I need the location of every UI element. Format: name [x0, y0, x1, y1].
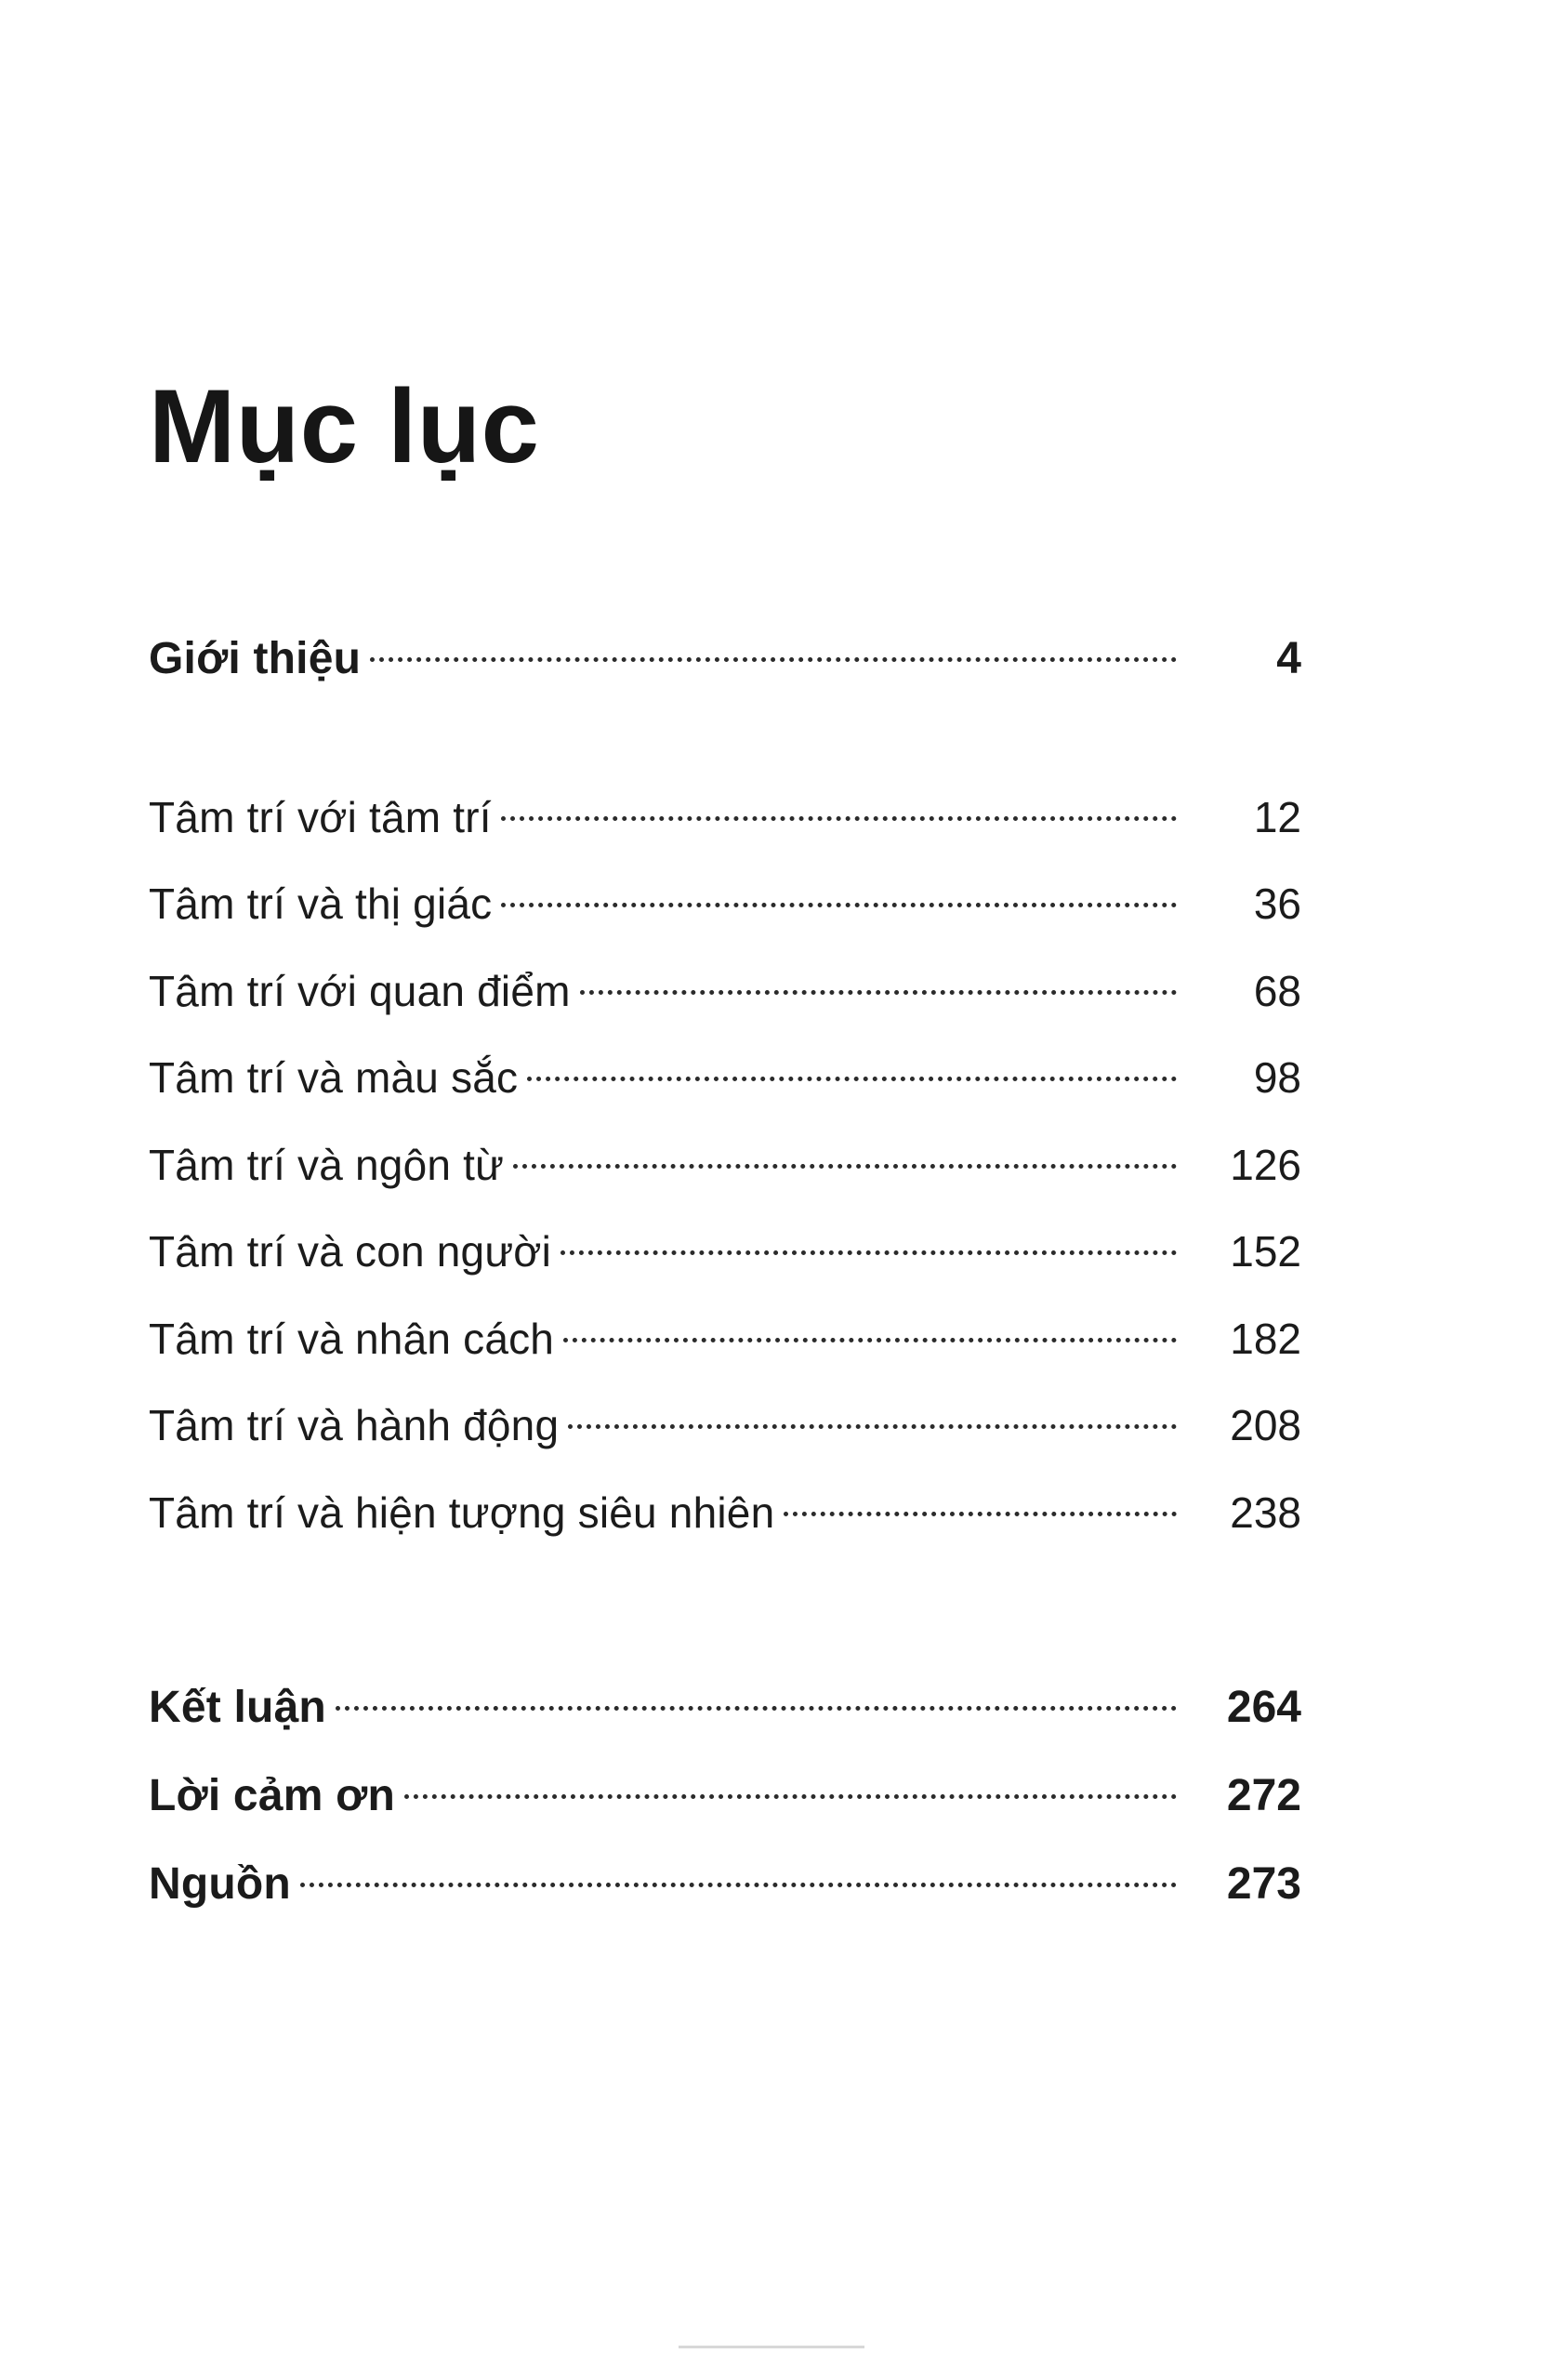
toc-entry-tam-tri-va-mau-sac[interactable]	[149, 1050, 1301, 1105]
toc-entry-tam-tri-va-thi-giac[interactable]	[149, 876, 1301, 932]
toc-entry-label: Tâm trí và ngôn từ	[149, 1140, 505, 1189]
toc-leader-dots	[336, 1679, 1177, 1722]
toc-leader-dots	[501, 789, 1177, 832]
toc-entry-label: Tâm trí và màu sắc	[149, 1053, 519, 1103]
toc-entry-nguon[interactable]	[149, 1856, 1301, 1912]
toc-entry-page: 182	[1230, 1314, 1301, 1363]
toc-entry-label: Tâm trí với quan điểm	[149, 966, 571, 1015]
toc-entry-page: 4	[1276, 633, 1301, 683]
toc-leader-dots	[370, 630, 1177, 673]
toc-entry-page: 68	[1253, 966, 1301, 1015]
toc-entry-label: Tâm trí với tâm trí	[149, 792, 492, 841]
toc-entry-tam-tri-va-con-nguoi[interactable]	[149, 1223, 1301, 1279]
toc-leader-dots	[300, 1856, 1177, 1898]
toc-entry-page: 272	[1226, 1771, 1301, 1821]
toc-leader-dots	[404, 1767, 1177, 1810]
toc-entry-label: Nguồn	[149, 1859, 291, 1910]
toc-entry-tam-tri-va-nhan-cach[interactable]	[149, 1311, 1301, 1367]
toc-group-intro	[149, 630, 1311, 687]
toc-leader-dots	[560, 1223, 1177, 1266]
toc-entry-tam-tri-va-ngon-tu[interactable]	[149, 1137, 1301, 1193]
toc-entry-page: 208	[1230, 1401, 1301, 1450]
toc-entry-label: Lời cảm ơn	[149, 1771, 395, 1821]
toc-entry-ket-luan[interactable]	[149, 1679, 1301, 1736]
toc-content	[149, 0, 1311, 1912]
toc-entry-page: 273	[1226, 1859, 1301, 1910]
toc-entry-page: 126	[1230, 1140, 1301, 1189]
toc-entry-page: 36	[1253, 879, 1301, 929]
toc-leader-dots	[501, 876, 1177, 919]
toc-entry-label: Tâm trí và hiện tượng siêu nhiên	[149, 1488, 775, 1537]
toc-entry-page: 98	[1253, 1053, 1301, 1103]
toc-entry-tam-tri-va-hanh-dong[interactable]	[149, 1397, 1301, 1453]
toc-entry-label: Tâm trí và hành động	[149, 1401, 560, 1450]
footer-divider	[679, 2346, 864, 2348]
toc-leader-dots	[784, 1485, 1177, 1527]
toc-entry-label: Tâm trí và nhân cách	[149, 1314, 555, 1363]
toc-entry-page: 238	[1230, 1488, 1301, 1537]
toc-leader-dots	[568, 1397, 1177, 1440]
toc-entry-page: 12	[1253, 792, 1301, 841]
toc-entry-label: Kết luận	[149, 1683, 326, 1733]
toc-entry-page: 152	[1230, 1227, 1301, 1276]
toc-entry-label: Tâm trí và thị giác	[149, 879, 493, 929]
toc-entry-gioi-thieu[interactable]	[149, 630, 1301, 687]
toc-entry-tam-tri-voi-quan-diem[interactable]	[149, 963, 1301, 1019]
toc-leader-dots	[580, 963, 1177, 1006]
page-title: Mục lục	[149, 368, 540, 484]
toc-entry-loi-cam-on[interactable]	[149, 1767, 1301, 1824]
toc-entry-tam-tri-voi-tam-tri[interactable]	[149, 789, 1301, 845]
toc-leader-dots	[527, 1050, 1177, 1092]
toc-leader-dots	[513, 1137, 1177, 1180]
toc-group-back-matter	[149, 1679, 1311, 1912]
toc-entry-label: Giới thiệu	[149, 633, 362, 683]
toc-entry-tam-tri-va-hien-tuong-sieu-nhien[interactable]	[149, 1485, 1301, 1540]
toc-group-chapters	[149, 789, 1311, 1540]
toc-entry-label: Tâm trí và con người	[149, 1227, 552, 1276]
toc-leader-dots	[563, 1311, 1177, 1354]
toc-entry-page: 264	[1226, 1683, 1301, 1733]
